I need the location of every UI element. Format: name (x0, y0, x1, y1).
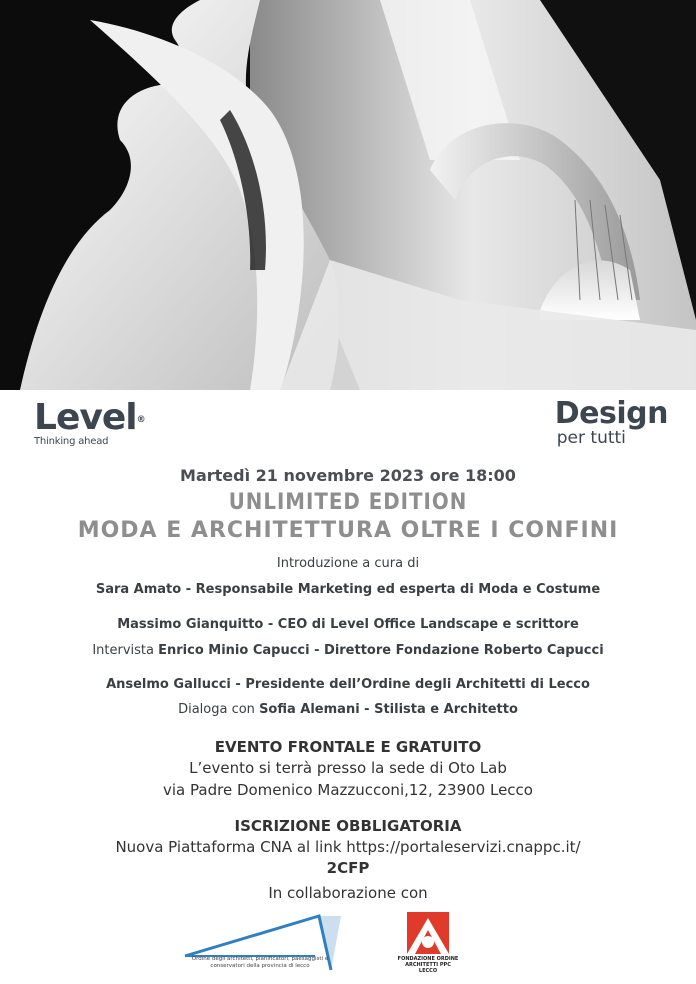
speaker-name: Enrico Minio Capucci - Direttore Fondazione Roberto Capucci (158, 643, 604, 658)
hero-illustration (0, 0, 696, 390)
speaker-prefix: Dialoga con (178, 702, 260, 717)
speaker-name: Anselmo Gallucci - Presidente dell’Ordine degli Architetti di Lecco (106, 677, 590, 692)
speaker-name: Sara Amato - Responsabile Marketing ed esperta di Moda e Costume (95, 582, 601, 597)
intro-text: Introduzione a cura di (276, 556, 420, 571)
level-logo (34, 398, 145, 447)
collaboration-label: In collaborazione con (268, 884, 428, 902)
fashion-architecture-illustration-icon (0, 0, 696, 390)
speaker-name: Sofia Alemani - Stilista e Architetto (259, 702, 518, 717)
speaker-massimo-gianquitto (0, 617, 696, 632)
event-title-line2: MODA E ARCHITETTURA OLTRE I CONFINI (77, 518, 619, 543)
event-date: Martedì 21 novembre 2023 ore 18:00 (180, 466, 516, 485)
design-subtitle: per tutti (556, 428, 626, 448)
design-wordmark: Design (554, 396, 668, 431)
venue-address: via Padre Domenico Mazzucconi,12, 23900 Lecco (163, 781, 533, 799)
registered-mark: ® (136, 415, 145, 425)
design-per-tutti-logo (555, 398, 668, 447)
venue-line1: L’evento si terrà presso la sede di Oto Lab (189, 759, 507, 777)
speaker-sara-amato (0, 582, 696, 597)
venue-heading: EVENTO FRONTALE E GRATUITO (214, 738, 482, 756)
registration-heading: ISCRIZIONE OBBLIGATORIA (234, 817, 462, 835)
speaker-prefix: Intervista (92, 643, 159, 658)
speaker-anselmo-gallucci (0, 677, 696, 692)
speaker-enrico-minio-capucci (0, 643, 696, 658)
event-title-line1: UNLIMITED EDITION (228, 490, 468, 515)
level-wordmark: Level (34, 397, 137, 438)
credits-badge: 2CFP (326, 859, 370, 877)
fondazione-caption: FONDAZIONE ORDINE ARCHITETTI PPC LECCO (397, 956, 459, 974)
speaker-sofia-alemani (0, 702, 696, 717)
ordine-caption: Ordine degli architetti, pianificatori, paesaggisti e conservatori della provincia di lecco (191, 956, 329, 969)
speaker-name: Massimo Gianquitto - CEO di Level Office Landscape e scrittore (117, 617, 579, 632)
level-tagline: Thinking ahead (34, 436, 109, 447)
registration-link[interactable]: Nuova Piattaforma CNA al link https://portaleservizi.cnappc.it/ (115, 838, 581, 856)
